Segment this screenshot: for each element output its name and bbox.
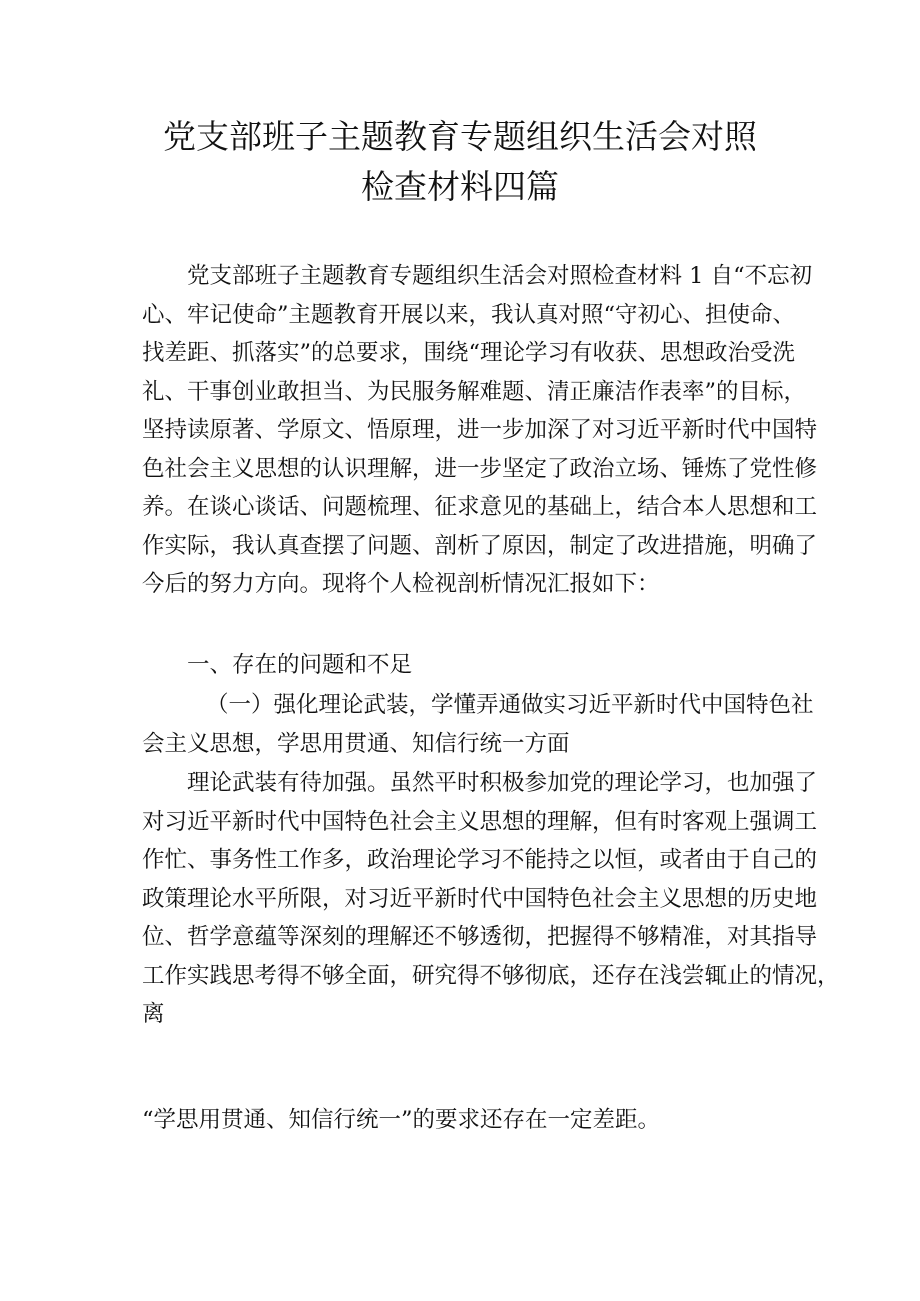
paragraph-line: 党支部班子主题教育专题组织生活会对照检查材料 1 自“不忘初 (187, 263, 813, 289)
paragraph-line: 坚持读原著、学原文、悟原理，进一步加深了对习近平新时代中国特 (142, 417, 818, 443)
paragraph-line: 工作实践思考得不够全面，研究得不够彻底，还存在浅尝辄止的情况， (142, 962, 840, 989)
paragraph-line: 色社会主义思想的认识理解，进一步坚定了政治立场、锤炼了党性修 (142, 455, 818, 482)
section-heading (142, 646, 792, 685)
section-heading-text: 一、存在的问题和不足 (187, 652, 413, 678)
paragraph-line: 离 (142, 1001, 165, 1027)
subsection-heading-line: 会主义思想，学思用贯通、知信行统一方面 (142, 730, 570, 757)
body-paragraph (142, 764, 840, 1034)
paragraph-line: 心、牢记使命”主题教育开展以来，我认真对照“守初心、担使命、 (142, 301, 796, 328)
subsection-heading-line: （一）强化理论武装，学懂弄通做实习近平新时代中国特色社 (206, 692, 814, 718)
paragraph-line: 找差距、抓落实”的总要求，围绕“理论学习有收获、思想政治受洗 (142, 340, 796, 366)
closing-paragraph (142, 1101, 792, 1140)
subsection-heading (142, 686, 814, 763)
document-title-line-1: 党支部班子主题教育专题组织生活会对照 (163, 117, 757, 156)
paragraph-line: 位、哲学意蕴等深刻的理解还不够透彻，把握得不够精准，对其指导 (142, 924, 818, 950)
paragraph-line: 作实际，我认真查摆了问题、剖析了原因，制定了改进措施，明确了 (142, 532, 818, 559)
paragraph-line: “学思用贯通、知信行统一”的要求还存在一定差距。 (142, 1107, 661, 1133)
paragraph-line: 理论武装有待加强。虽然平时积极参加党的理论学习，也加强了 (187, 770, 818, 796)
intro-paragraph (142, 257, 818, 604)
document-title-line-2: 检查材料四篇 (361, 167, 559, 206)
paragraph-line: 礼、干事创业敢担当、为民服务解难题、清正廉洁作表率”的目标， (142, 378, 807, 405)
paragraph-line: 对习近平新时代中国特色社会主义思想的理解，但有时客观上强调工 (142, 808, 818, 835)
paragraph-line: 养。在谈心谈话、问题梳理、征求意见的基础上，结合本人思想和工 (142, 494, 818, 520)
paragraph-line: 政策理论水平所限，对习近平新时代中国特色社会主义思想的历史地 (142, 885, 818, 912)
paragraph-line: 今后的努力方向。现将个人检视剖析情况汇报如下： (142, 571, 660, 597)
paragraph-line: 作忙、事务性工作多，政治理论学习不能持之以恒，或者由于自己的 (142, 847, 818, 873)
